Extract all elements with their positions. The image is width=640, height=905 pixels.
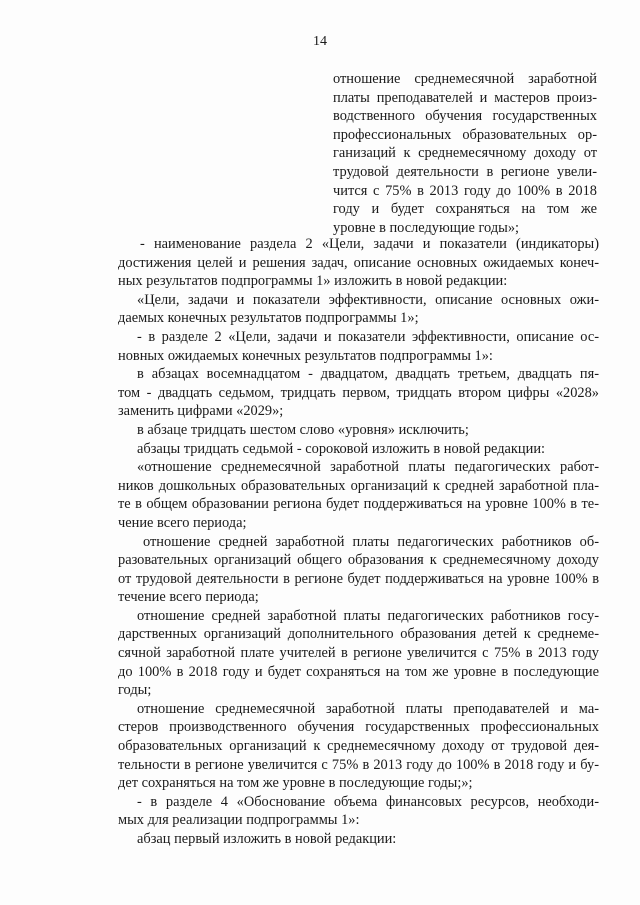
quote-line: году и будет сохраняться на том же bbox=[333, 201, 597, 218]
body-text bbox=[118, 235, 599, 849]
quote-line: отношение среднемесячной заработной bbox=[333, 71, 597, 87]
paragraph-line: абзац первый изложить в новой редакции: bbox=[137, 831, 397, 847]
paragraph-line: те в общем образовании региона будет поддерживаться на уровне 100% в те- bbox=[118, 496, 599, 513]
paragraph-line: в абзацах восемнадцатом - двадцатом, двадцать третьем, двадцать пя- bbox=[137, 366, 599, 383]
paragraph-line: - наименование раздела 2 «Цели, задачи и показатели (индикаторы) bbox=[140, 236, 599, 252]
paragraph-line: тельности в регионе увеличится с 75% в 2013 году до 100% в 2018 году и бу- bbox=[118, 756, 599, 773]
paragraph-line: дарственных организаций дополнительного образования детей к среднеме- bbox=[118, 626, 599, 643]
paragraph-line: мых для реализации подпрограммы 1»: bbox=[118, 812, 360, 829]
paragraph-line: достижения целей и решения задач, описание основных ожидаемых конеч- bbox=[118, 254, 599, 271]
quote-line: водственного обучения государственных bbox=[333, 108, 597, 125]
paragraph-line: до 100% в 2018 году и будет сохраняться на том же уровне в последующие bbox=[118, 663, 599, 680]
quote-line: ганизаций к среднемесячному доходу от bbox=[333, 145, 597, 162]
paragraph-line: «отношение среднемесячной заработной платы педагогических работ- bbox=[137, 459, 599, 476]
paragraph-line: даемых конечных результатов подпрограммы 1»; bbox=[118, 310, 419, 327]
paragraph-line: сячной заработной плате учителей в регионе увеличится с 75% в 2013 году bbox=[118, 645, 599, 662]
paragraph-line: разовательных организаций общего образования к среднемесячному доходу bbox=[118, 552, 599, 569]
paragraph-line: от трудовой деятельности в регионе будет поддерживаться на уровне 100% в bbox=[118, 570, 599, 587]
paragraph-line: отношение средней заработной платы педагогических работников об- bbox=[143, 533, 599, 550]
quoted-paragraph bbox=[333, 70, 597, 237]
paragraph-line: стеров производственного обучения государственных профессиональных bbox=[118, 719, 599, 736]
paragraph-line: образовательных организаций к среднемесячному доходу от трудовой дея- bbox=[118, 738, 599, 755]
paragraph-line: новных ожидаемых конечных результатов подпрограммы 1»: bbox=[118, 347, 493, 364]
paragraph-line: отношение средней заработной платы педагогических работников госу- bbox=[137, 607, 599, 624]
quote-line: профессиональных образовательных ор- bbox=[333, 126, 597, 143]
quote-line: уровне в последующие годы»; bbox=[333, 219, 520, 236]
paragraph-line: ных результатов подпрограммы 1» изложить в новой редакции: bbox=[118, 273, 508, 290]
paragraph-line: отношение среднемесячной заработной платы преподавателей и ма- bbox=[137, 700, 599, 717]
paragraph-line: течение всего периода; bbox=[118, 589, 259, 606]
paragraph-line: - в разделе 2 «Цели, задачи и показатели эффективности, описание ос- bbox=[137, 328, 599, 345]
paragraph-line: «Цели, задачи и показатели эффективности, описание основных ожи- bbox=[137, 291, 599, 308]
paragraph-line: абзацы тридцать седьмой - сороковой изложить в новой редакции: bbox=[137, 440, 546, 457]
paragraph-line: - в разделе 4 «Обоснование объема финансовых ресурсов, необходи- bbox=[137, 793, 599, 810]
paragraph-line: чение всего периода; bbox=[118, 514, 247, 531]
page-number: 14 bbox=[313, 34, 327, 49]
paragraph-line: ников дошкольных образовательных организаций к средней заработной пла- bbox=[118, 477, 599, 494]
quote-line: платы преподавателей и мастеров произ- bbox=[333, 89, 597, 106]
paragraph-line: заменить цифрами «2029»; bbox=[118, 403, 284, 420]
quote-line: чится с 75% в 2013 году до 100% в 2018 bbox=[333, 182, 597, 199]
paragraph-line: дет сохраняться на том же уровне в последующие годы;»; bbox=[118, 775, 473, 792]
paragraph-line: том - двадцать седьмом, тридцать первом, тридцать втором цифры «2028» bbox=[118, 384, 599, 401]
paragraph-line: годы; bbox=[118, 682, 152, 699]
quote-line: трудовой деятельности в регионе увели- bbox=[333, 163, 597, 180]
paragraph-line: в абзаце тридцать шестом слово «уровня» исключить; bbox=[137, 421, 469, 438]
